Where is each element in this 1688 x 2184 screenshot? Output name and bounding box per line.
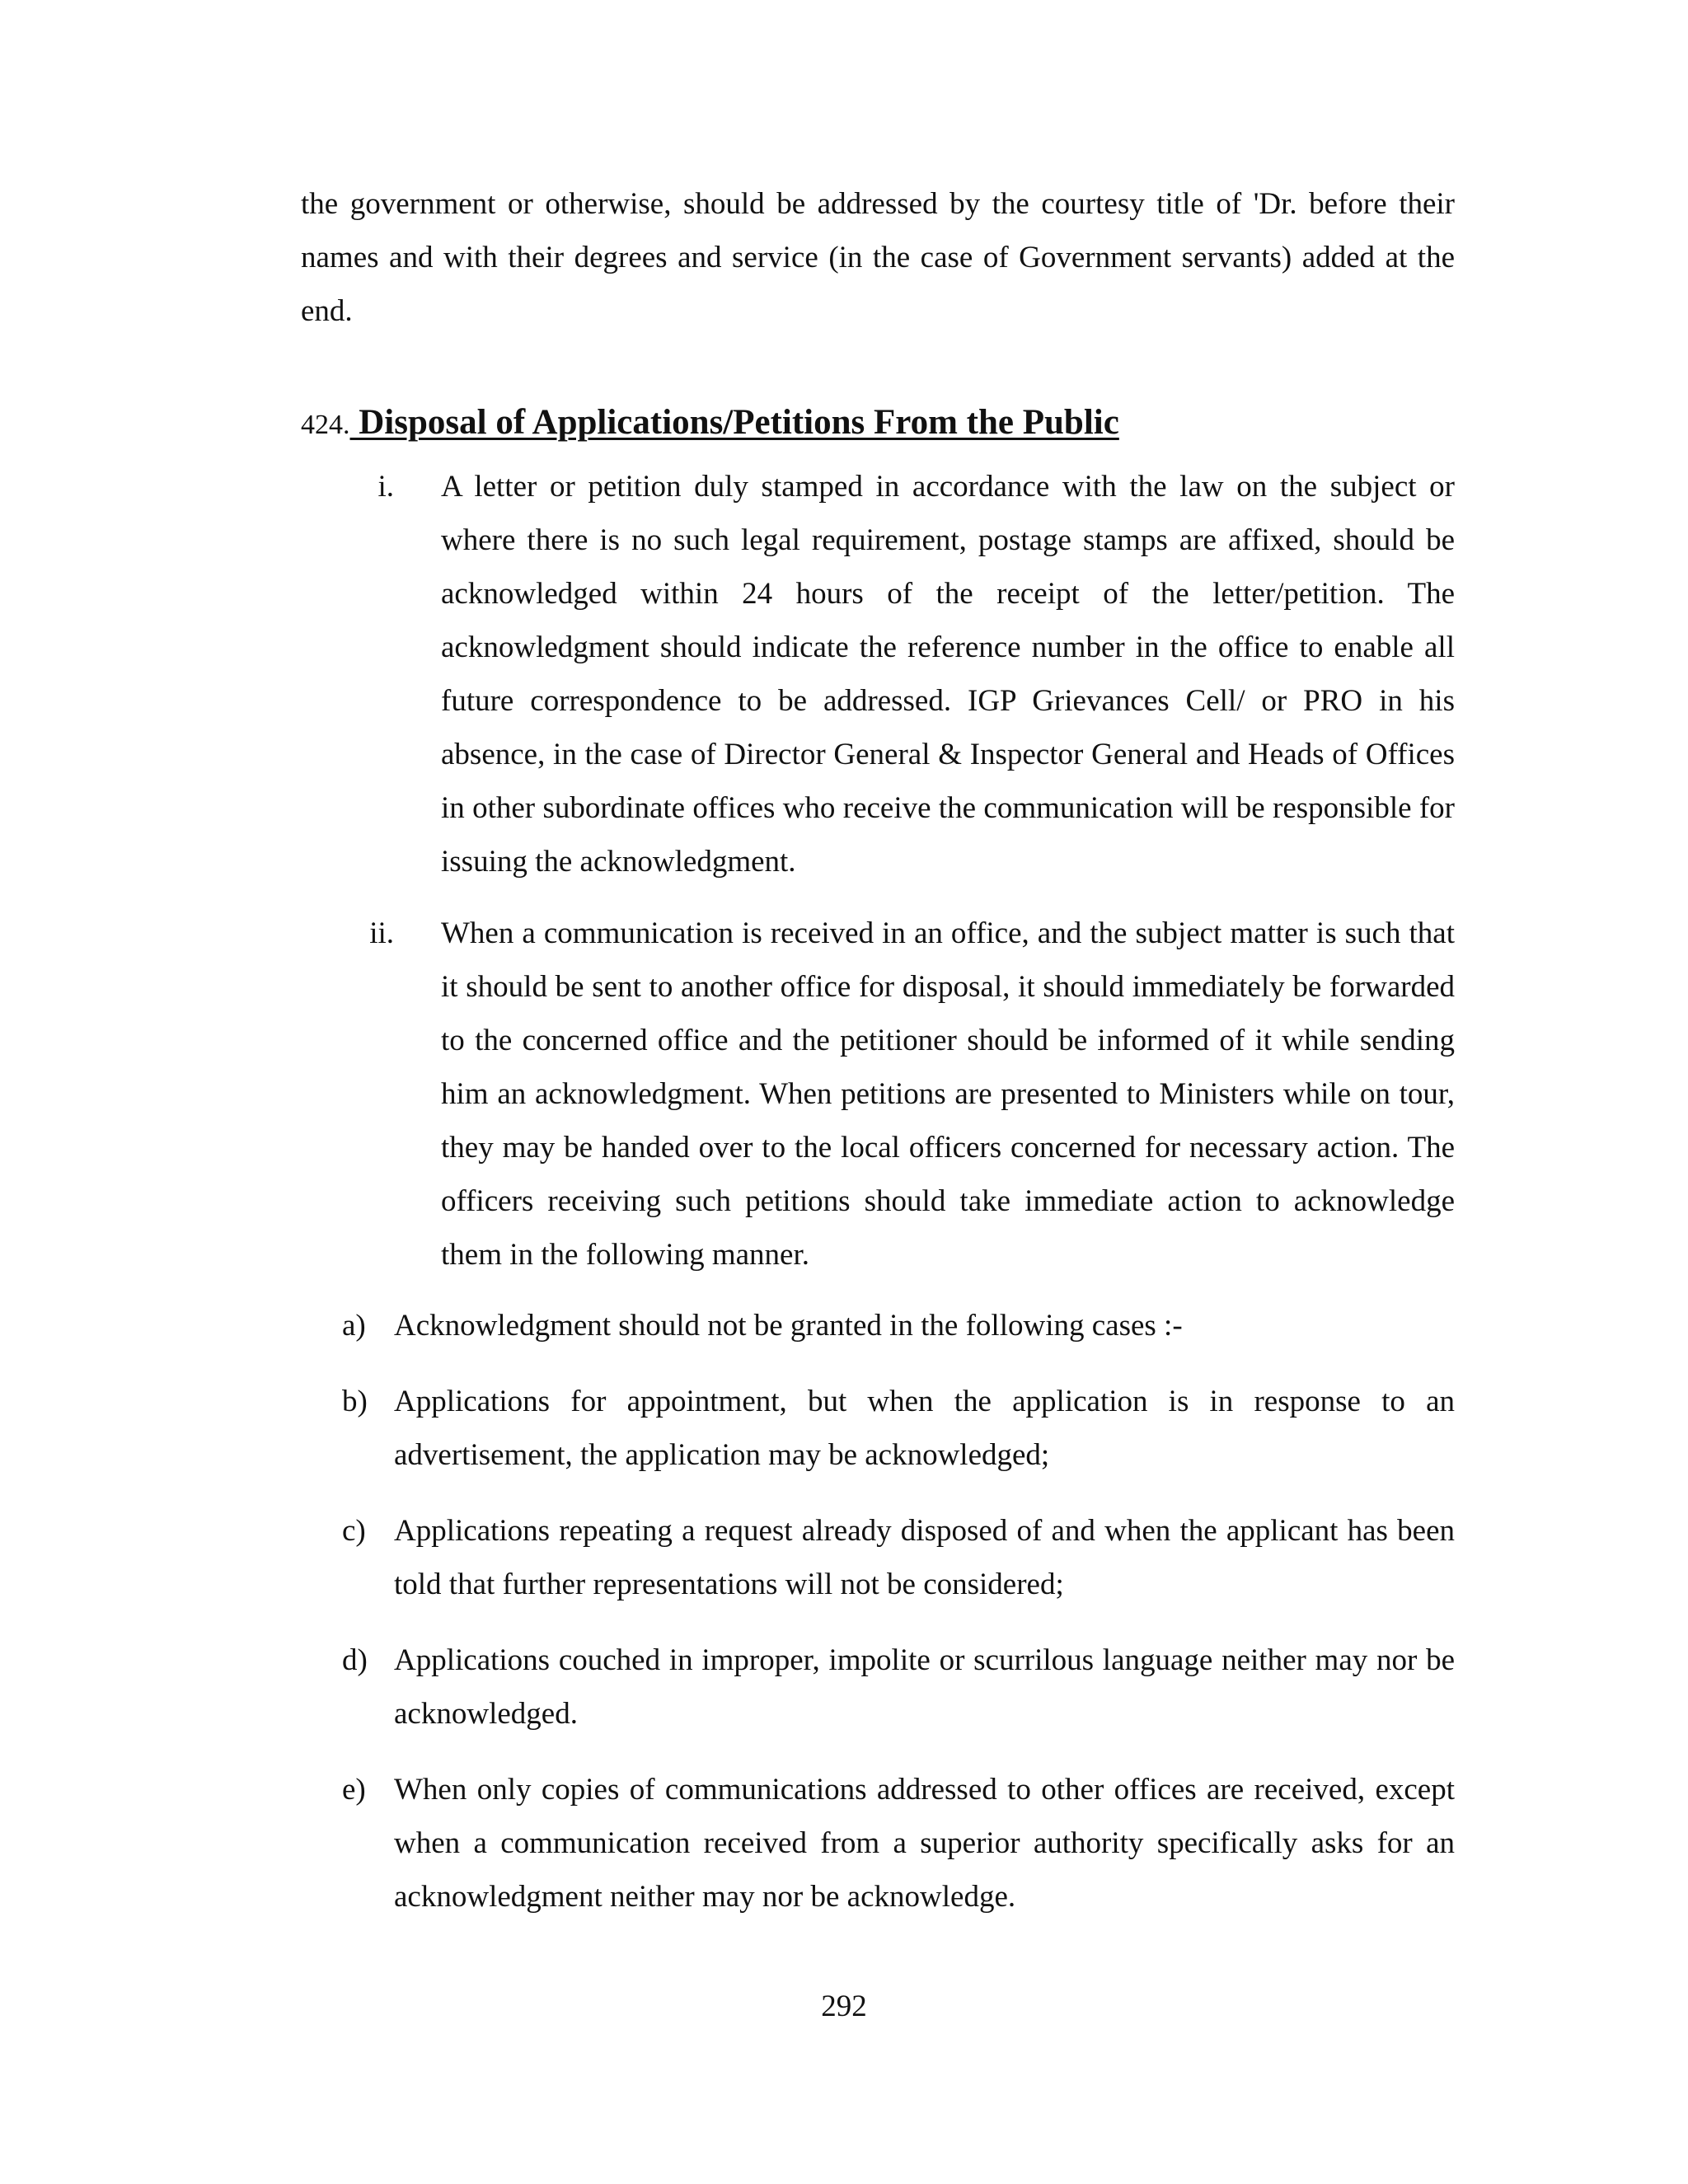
section-heading: [301, 402, 1455, 443]
section-number: 424.: [301, 410, 350, 440]
list-item-text: When a communication is received in an office, and the subject matter is such that it should be sent to another office for disposal, it should immediately be forwarded to the concerned office and the petitioner should be informed of it while sending him an acknowledgment. When petitions are presented to Ministers while on tour, they may be handed over to the local officers concerned for necessary action. The officers receiving such petitions should take immediate action to acknowledge them in the following manner.: [441, 916, 1455, 1272]
list-marker: i.: [377, 470, 394, 504]
section-title: Disposal of Applications/Petitions From the Public: [349, 403, 1119, 442]
list-item-text: Applications couched in improper, impolite or scurrilous language neither may nor be acknowledged.: [394, 1643, 1455, 1731]
list-marker: b): [342, 1385, 368, 1418]
list-item-text: Applications for appointment, but when the application is in response to an advertisement, the application may be acknowledged;: [394, 1385, 1455, 1472]
list-item-text: Applications repeating a request already disposed of and when the applicant has been told that further representations will not be considered;: [394, 1514, 1455, 1601]
list-marker: c): [342, 1514, 366, 1548]
page-number: 292: [821, 1990, 867, 2023]
list-marker: d): [342, 1643, 368, 1677]
list-marker: ii.: [369, 916, 394, 950]
intro-paragraph: the government or otherwise, should be addressed by the courtesy title of 'Dr. before their names and with their degrees and service (in the case of Government servants) added at the end.: [301, 187, 1455, 328]
list-marker: a): [342, 1309, 366, 1343]
list-marker: e): [342, 1773, 366, 1807]
list-item-text: A letter or petition duly stamped in accordance with the law on the subject or where there is no such legal requirement, postage stamps are affixed, should be acknowledged within 24 hours of the receipt of the letter/petition. The acknowledgment should indicate the reference number in the office to enable all future correspondence to be addressed. IGP Grievances Cell/ or PRO in his absence, in the case of Director General & Inspector General and Heads of Offices in other subordinate offices who receive the communication will be responsible for issuing the acknowledgment.: [441, 470, 1455, 879]
list-item-text: Acknowledgment should not be granted in the following cases :-: [394, 1309, 1183, 1343]
list-item-text: When only copies of communications addressed to other offices are received, except when a communication received from a superior authority specifically asks for an acknowledgment neither may nor be acknowledge.: [394, 1773, 1455, 1914]
